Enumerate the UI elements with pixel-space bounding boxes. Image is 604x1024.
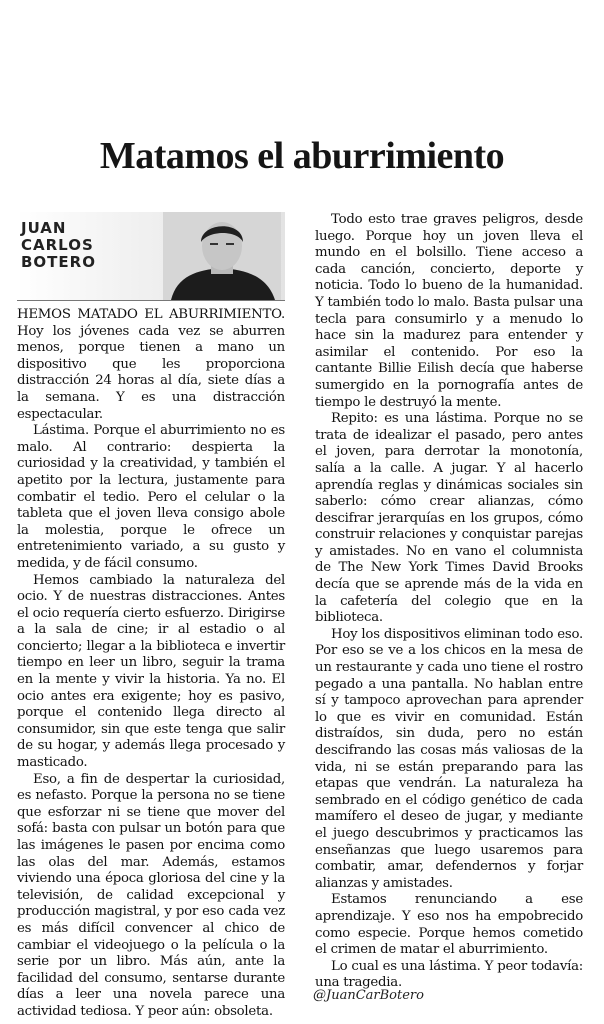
author-name-line: CARLOS (21, 236, 94, 254)
author-name-line: JUAN (21, 219, 67, 237)
author-name (21, 220, 96, 271)
right-column (315, 212, 583, 992)
paragraph: Repito: es una lástima. Porque no se trata de idealizar el pasado, pero antes el joven, para derrotar la monotonía, salía a la calle. A jugar. Y al hacerlo aprendía reglas y dinámicas sociales sin saberlo: cómo crear alianzas, cómo descifrar jerarquías en los grupos, cómo construir relaciones y conquistar parejas y amistades. No en vano el columnista de The New York Times David Brooks decía que se aprende más de la vida en la cafetería del colegio que en la biblioteca. (315, 411, 583, 626)
left-column (17, 212, 285, 1021)
paragraph: Todo esto trae graves peligros, desde luego. Porque hoy un joven lleva el mundo en el bolsillo. Tiene acceso a cada canción, concierto, deporte y noticia. Todo lo bueno de la humanidad. Y también todo lo malo. Basta pulsar una tecla para consumirlo y a menudo lo hace sin la madurez para entender y asimilar el contenido. Por eso la cantante Billie Eilish decía que haberse sumergido en la pornografía antes de tiempo le destruyó la mente. (315, 212, 583, 410)
paragraph: Lástima. Porque el aburrimiento no es malo. Al contrario: despierta la curiosidad y la creatividad, y también el apetito por la lectura, justamente para combatir el tedio. Pero el celular o la tableta que el joven lleva consigo abole la molestia, porque le ofrece un entretenimiento variado, a su gusto y medida, y de fácil consumo. (17, 423, 285, 571)
paragraph: Hoy los dispositivos eliminan todo eso. Por eso se ve a los chicos en la mesa de un restaurante y cada uno tiene el rostro pegado a una pantalla. No hablan entre sí y tampoco aprovechan para aprender lo que es vivir en comunidad. Están distraídos, sin duda, pero no están descifrando las cosas más valiosas de la vida, ni se están preparando para las etapas que vendrán. La naturaleza ha sembrado en el código genético de cada mamífero el deseo de jugar, y mediante el juego descubrimos y practicamos las enseñanzas que luego usaremos para combatir, amar, defendernos y forjar alianzas y amistades. (315, 626, 583, 891)
paragraph: Eso, a fin de despertar la curiosidad, es nefasto. Porque la persona no se tiene que esforzar ni se tiene que mover del sofá: basta con pulsar un botón para que las imágenes le pasen por encima como las olas del mar. Además, estamos viviendo una época gloriosa del cine y la televisión, de calidad excepcional y producción magistral, y por eso cada vez es más difícil convencer al chico de cambiar el videojuego o la película o la serie por un libro. Más aún, ante la facilidad del consumo, sentarse durante días a leer una novela parece una actividad tediosa. Y peor aún: obsoleta. (17, 771, 285, 1019)
author-photo (163, 212, 281, 300)
author-byline (17, 212, 285, 301)
article-title: Matamos el aburrimiento (99, 135, 505, 177)
author-handle: @JuanCarBotero (313, 988, 424, 1003)
paragraph: Hemos cambiado la naturaleza del ocio. Y de nuestras distracciones. Antes el ocio requería cierto esfuerzo. Dirigirse a la sala de cine; ir al estadio o al concierto; llegar a la biblioteca e invertir tiempo en leer un libro, seguir la trama en la mente y vivir la historia. Ya no. El ocio antes era exigente; hoy es pasivo, porque el contenido llega directo al consumidor, sin que este tenga que salir de su hogar, y además llega procesado y masticado. (17, 572, 285, 771)
paragraph: HEMOS MATADO EL ABURRIMIENTO. Hoy los jóvenes cada vez se aburren menos, porque tienen a mano un dispositivo que les proporciona distracción 24 horas al día, siete días a la semana. Y es una distracción espectacular. (17, 307, 285, 422)
paragraph: Estamos renunciando a ese aprendizaje. Y eso nos ha empobrecido como especie. Porque hemos cometido el crimen de matar el aburrimiento. (315, 892, 583, 958)
paragraph: Lo cual es una lástima. Y peor todavía: una tragedia. (315, 958, 583, 991)
author-name-line: BOTERO (21, 253, 96, 271)
